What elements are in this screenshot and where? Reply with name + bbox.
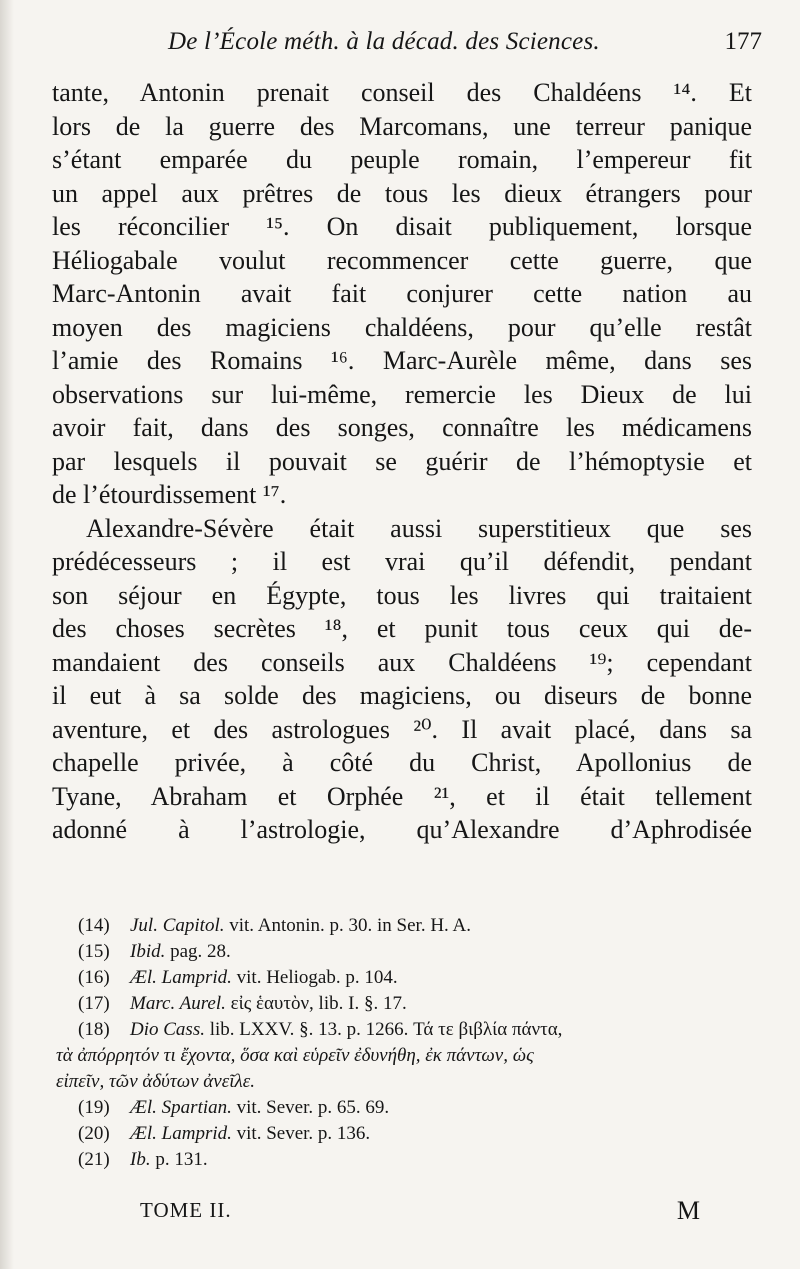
footnote-source: Ibid. [130, 941, 166, 962]
footnote-source: Æl. Spartian. [130, 1097, 232, 1118]
footnote [78, 939, 768, 965]
footnote-source: Ib. [130, 1149, 151, 1170]
text-line: s’étant emparée du peuple romain, l’empereur fit [52, 145, 752, 174]
footnote-greek-continuation: τὰ ἀπόρρητόν τι ἔχοντα, ὅσα καὶ εὑρεῖν ἐδυνήθη, ἐκ πάντων, ὡς [56, 1045, 534, 1066]
text-line: adonné à l’astrologie, qu’Alexandre d’Aphrodisée [52, 815, 752, 844]
footnote [78, 1121, 768, 1147]
text-line: Héliogabale voulut recommencer cette guerre, que [52, 245, 752, 275]
signature-mark: M [676, 1196, 700, 1225]
footnote [78, 1095, 768, 1121]
footnote-text: vit. Sever. p. 65. 69. [231, 1097, 390, 1118]
footnote-number: (16) [78, 967, 110, 988]
text-line: son séjour en Égypte, tous les livres qui traitaient [52, 580, 752, 610]
page-number: 177 [724, 28, 762, 55]
footnote-source: Marc. Aurel. [130, 993, 226, 1014]
footnote-source: Dio Cass. [130, 1019, 205, 1040]
footnote [78, 913, 768, 939]
page-gutter-shadow [0, 0, 14, 1269]
text-line: Alexandre-Sévère était aussi superstitieux que ses [86, 513, 752, 543]
footnote-number: (20) [78, 1123, 110, 1144]
text-line: tante, Antonin prenait conseil des Chaldéens ¹⁴. Et [52, 78, 752, 107]
text-line: l’amie des Romains ¹⁶. Marc-Aurèle même, dans ses [52, 346, 752, 375]
footnote-number: (15) [78, 941, 110, 962]
text-line: avoir fait, dans des songes, connaître les médicamens [52, 413, 752, 442]
text-line: aventure, et des astrologues ²⁰. Il avait placé, dans sa [52, 714, 752, 744]
running-title: De l’École méth. à la décad. des Sciences. [168, 28, 600, 55]
text-line: de l’étourdissement ¹⁷. [52, 480, 287, 509]
text-line: par lesquels il pouvait se guérir de l’hémoptysie et [52, 446, 752, 476]
text-line: chapelle privée, à côté du Christ, Apollonius de [52, 748, 752, 777]
page-header [50, 28, 770, 68]
footnote-number: (14) [78, 915, 110, 936]
text-line: les réconcilier ¹⁵. On disait publiquement, lorsque [52, 212, 752, 241]
footnote-text: vit. Antonin. p. 30. in Ser. H. A. [224, 915, 471, 936]
footnotes [56, 913, 768, 1173]
text-line: moyen des magiciens chaldéens, pour qu’elle restât [52, 312, 752, 342]
footnote-number: (21) [78, 1149, 110, 1170]
footnote-number: (17) [78, 993, 110, 1014]
footnote-text: pag. 28. [165, 941, 231, 962]
text-line: Tyane, Abraham et Orphée ²¹, et il était tellement [52, 781, 752, 811]
footnote [78, 1147, 768, 1173]
footnote-source: Jul. Capitol. [130, 915, 225, 936]
text-line: il eut à sa solde des magiciens, ou diseurs de bonne [52, 681, 752, 710]
footnote-text: vit. Heliogab. p. 104. [231, 967, 398, 988]
text-line: observations sur lui-même, remercie les Dieux de lui [52, 379, 752, 409]
text-line: un appel aux prêtres de tous les dieux étrangers pour [52, 178, 752, 208]
footnote-greek-continuation: εἰπεῖν, τῶν ἀδύτων ἀνεῖλε. [56, 1071, 255, 1092]
footnote-text: p. 131. [150, 1149, 208, 1170]
footnote-source: Æl. Lamprid. [130, 1123, 232, 1144]
footnote-source: Æl. Lamprid. [130, 967, 232, 988]
text-line: lors de la guerre des Marcomans, une terreur panique [52, 111, 752, 141]
footnote-text: lib. LXXV. §. 13. p. 1266. Τά τε βιβλία πάντα, [204, 1019, 563, 1040]
text-line: des choses secrètes ¹⁸, et punit tous ceux qui de- [52, 614, 752, 643]
footnote-number: (18) [78, 1019, 110, 1040]
page-footer [140, 1198, 700, 1238]
text-line: mandaient des conseils aux Chaldéens ¹⁹; cependant [52, 647, 752, 677]
footnote-text: εἰς ἑαυτὸν, lib. I. §. 17. [225, 993, 407, 1014]
text-line: Marc-Antonin avait fait conjurer cette nation au [52, 279, 752, 308]
footnote-number: (19) [78, 1097, 110, 1118]
footnote-text: vit. Sever. p. 136. [231, 1123, 371, 1144]
footnote [78, 965, 768, 991]
footnote [78, 991, 768, 1017]
volume-label: TOME II. [140, 1198, 232, 1222]
text-line: prédécesseurs ; il est vrai qu’il défendit, pendant [52, 547, 752, 576]
footnote [78, 1017, 768, 1043]
body-text [52, 76, 752, 847]
